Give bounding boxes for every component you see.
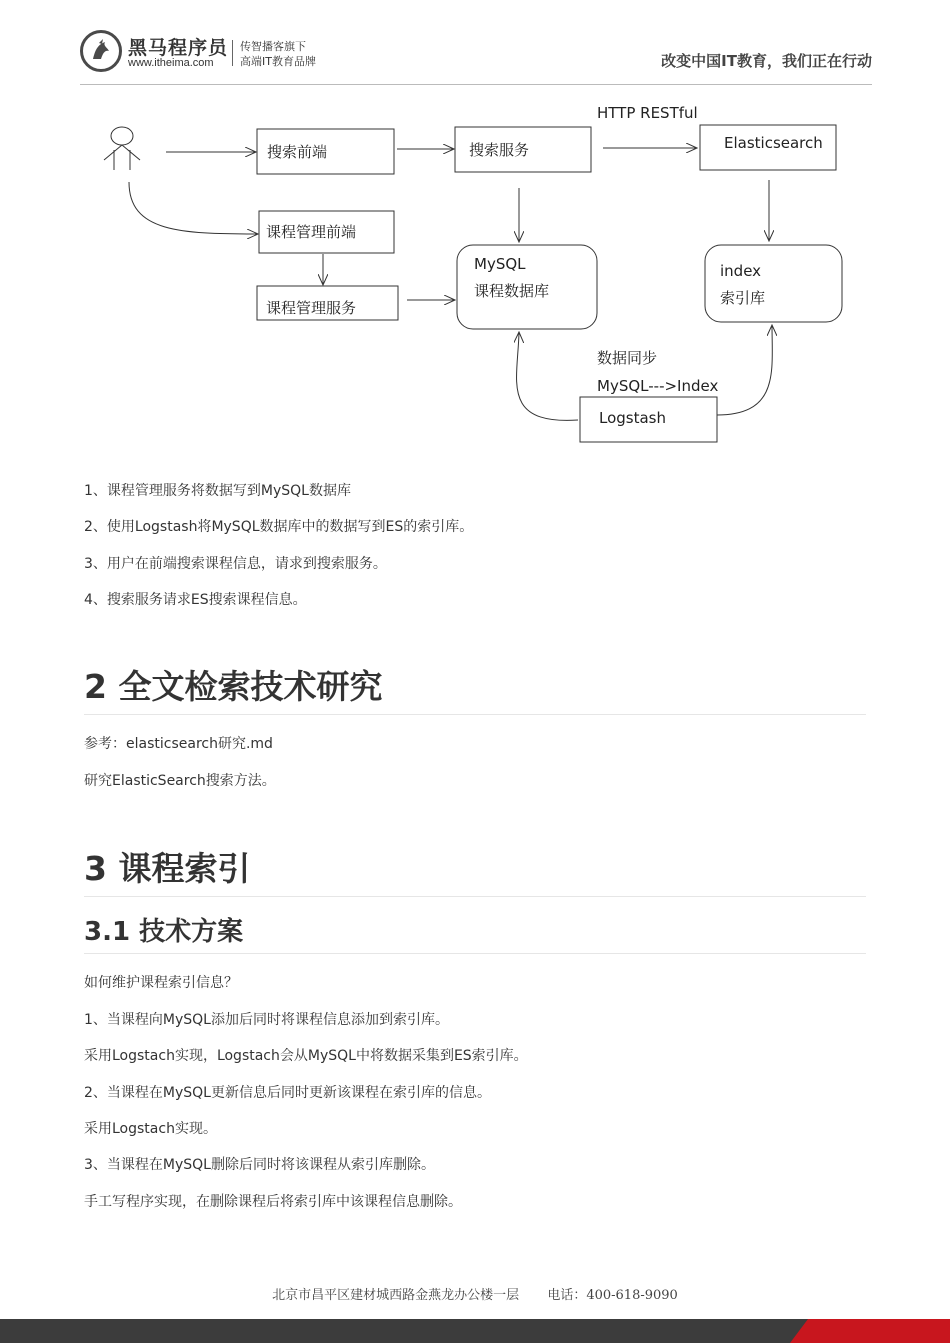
search-frontend-label: 搜索前端 bbox=[267, 143, 328, 161]
section-2-reference: 参考：elasticsearch研究.md bbox=[84, 736, 273, 752]
section-3-line: 如何维护课程索引信息？ bbox=[84, 975, 238, 991]
page-header bbox=[0, 0, 950, 86]
section-3-line: 手工写程序实现，在删除课程后将索引库中该课程信息删除。 bbox=[84, 1194, 462, 1210]
step-4: 4、搜索服务请求ES搜索课程信息。 bbox=[84, 592, 307, 608]
section-3-line: 2、当课程在MySQL更新信息后同时更新该课程在索引库的信息。 bbox=[84, 1085, 491, 1101]
section-3-divider bbox=[84, 896, 866, 897]
data-sync-label: 数据同步 bbox=[597, 349, 658, 367]
logstash-to-mysql-arrow bbox=[517, 332, 578, 420]
section-3-1-divider bbox=[84, 953, 866, 954]
course-mgmt-frontend-label: 课程管理前端 bbox=[266, 223, 357, 241]
brand-divider bbox=[232, 40, 233, 66]
section-3-line: 1、当课程向MySQL添加后同时将课程信息添加到索引库。 bbox=[84, 1012, 449, 1028]
section-2-description: 研究ElasticSearch搜索方法。 bbox=[84, 773, 276, 789]
mysql-db-label: 课程数据库 bbox=[474, 282, 550, 300]
logstash-label: Logstash bbox=[599, 409, 667, 427]
brand-url[interactable]: www.itheima.com bbox=[128, 57, 214, 69]
section-2-divider bbox=[84, 714, 866, 715]
step-3: 3、用户在前端搜索课程信息，请求到搜索服务。 bbox=[84, 556, 387, 572]
section-2-title: 2 全文检索技术研究 bbox=[84, 667, 383, 706]
footer-phone: 电话：400-618-9090 bbox=[547, 1288, 678, 1303]
page-footer bbox=[0, 1284, 950, 1303]
course-mgmt-service-label: 课程管理服务 bbox=[266, 299, 357, 317]
logstash-to-index-arrow bbox=[717, 325, 772, 415]
mysql-to-index-label: MySQL--->Index bbox=[597, 377, 719, 395]
brand-tagline-1: 传智播客旗下 bbox=[240, 40, 306, 53]
user-icon bbox=[104, 127, 140, 170]
index-library-label: 索引库 bbox=[720, 289, 766, 307]
horse-logo-icon bbox=[80, 30, 122, 72]
index-library-box bbox=[705, 245, 842, 322]
http-restful-label: HTTP RESTful bbox=[597, 104, 698, 122]
header-divider bbox=[80, 84, 872, 85]
section-3-line: 3、当课程在MySQL删除后同时将该课程从索引库删除。 bbox=[84, 1157, 435, 1173]
section-3-title: 3 课程索引 bbox=[84, 849, 251, 888]
section-3-1-title: 3.1 技术方案 bbox=[84, 917, 244, 947]
step-1: 1、课程管理服务将数据写到MySQL数据库 bbox=[84, 483, 351, 499]
section-3-line: 采用Logstach实现。 bbox=[84, 1121, 217, 1137]
user-to-mgmt-frontend-arrow bbox=[129, 182, 258, 234]
architecture-diagram bbox=[0, 90, 950, 450]
elasticsearch-label: Elasticsearch bbox=[724, 134, 823, 152]
brand-tagline-2: 高端IT教育品牌 bbox=[240, 55, 316, 68]
footer-accent bbox=[790, 1319, 950, 1343]
index-label: index bbox=[720, 262, 762, 280]
step-2: 2、使用Logstash将MySQL数据库中的数据写到ES的索引库。 bbox=[84, 519, 474, 535]
brand-name: 黑马程序员 bbox=[128, 37, 229, 59]
mysql-label: MySQL bbox=[474, 255, 526, 273]
footer-address: 北京市昌平区建材城西路金燕龙办公楼一层 bbox=[272, 1288, 520, 1303]
section-3-line: 采用Logstach实现，Logstach会从MySQL中将数据采集到ES索引库。 bbox=[84, 1048, 528, 1064]
header-slogan: 改变中国IT教育，我们正在行动 bbox=[661, 52, 872, 70]
search-service-label: 搜索服务 bbox=[469, 141, 530, 159]
